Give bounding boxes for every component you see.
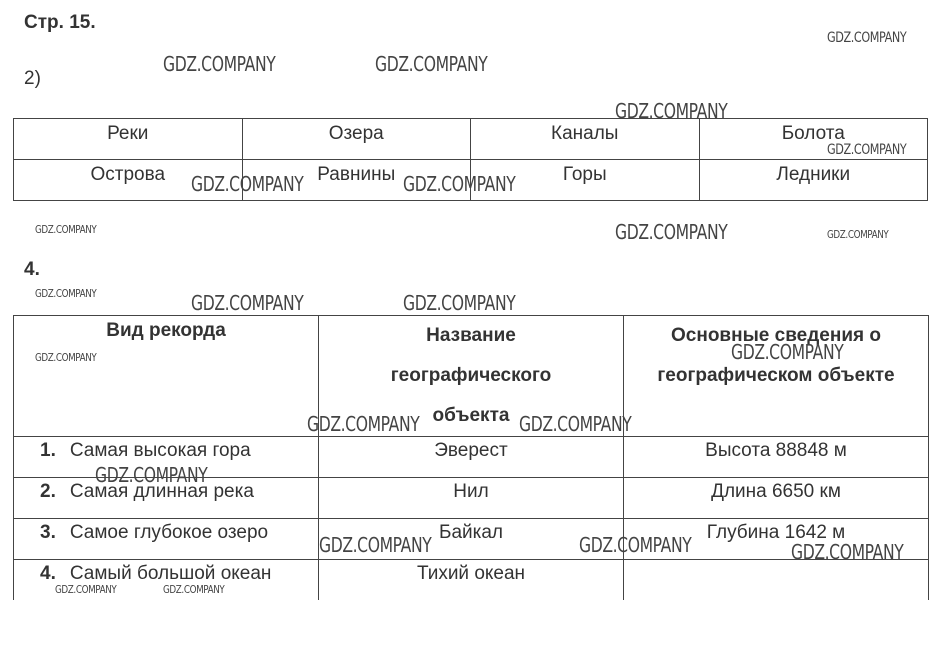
table-row [14,560,929,601]
watermark: GDZ.COMPANY [163,583,225,596]
table-cell: Горы [471,160,700,201]
watermark: GDZ.COMPANY [791,540,904,564]
column-header-record: Вид рекорда [14,316,319,437]
record-label: Самое глубокое озеро [69,522,269,543]
watermark: GDZ.COMPANY [403,291,516,315]
info-cell: Глубина 1642 м [624,519,929,560]
watermark: GDZ.COMPANY [827,30,907,46]
object-cell: Тихий океан [319,560,624,601]
info-cell: Высота 88848 м [624,437,929,478]
watermark: GDZ.COMPANY [319,533,432,557]
row-number: 4. [40,563,56,584]
watermark: GDZ.COMPANY [579,533,692,557]
table-cell: Ледники [699,160,928,201]
watermark: GDZ.COMPANY [191,291,304,315]
watermark: GDZ.COMPANY [307,412,420,436]
watermark: GDZ.COMPANY [827,228,889,241]
table-header-row [14,316,929,437]
table-cell: Озера [242,119,471,160]
table-cell: Каналы [471,119,700,160]
record-cell [14,519,319,560]
watermark: GDZ.COMPANY [35,287,97,300]
row-number: 1. [40,440,56,461]
watermark: GDZ.COMPANY [827,142,907,158]
watermark: GDZ.COMPANY [163,52,276,76]
task-2-label: 2) [24,68,41,89]
object-cell: Байкал [319,519,624,560]
row-number: 2. [40,481,56,502]
watermark: GDZ.COMPANY [375,52,488,76]
row-number: 3. [40,522,56,543]
table-cell: Болота [699,119,928,160]
watermark: GDZ.COMPANY [55,583,117,596]
watermark: GDZ.COMPANY [95,463,208,487]
record-label: Самый большой океан [69,563,272,584]
page-title: Стр. 15. [24,12,96,33]
info-cell: Длина 6650 км [624,478,929,519]
watermark: GDZ.COMPANY [519,412,632,436]
table-cell: Реки [14,119,243,160]
table-cell: Острова [14,160,243,201]
watermark: GDZ.COMPANY [731,340,844,364]
watermark: GDZ.COMPANY [35,223,97,236]
record-label: Самая длинная река [69,481,254,502]
record-label: Самая высокая гора [69,440,251,461]
watermark: GDZ.COMPANY [191,172,304,196]
column-header-info: Основные сведения о географическом объекте [624,316,929,437]
task-4-label: 4. [24,259,40,280]
column-header-object: Название географического объекта [319,316,624,437]
info-cell [624,560,929,601]
watermark: GDZ.COMPANY [615,99,728,123]
table-cell: Равнины [242,160,471,201]
watermark: GDZ.COMPANY [615,220,728,244]
object-cell: Эверест [319,437,624,478]
table-row [14,119,928,160]
watermark: GDZ.COMPANY [403,172,516,196]
watermark: GDZ.COMPANY [35,351,97,364]
object-cell: Нил [319,478,624,519]
